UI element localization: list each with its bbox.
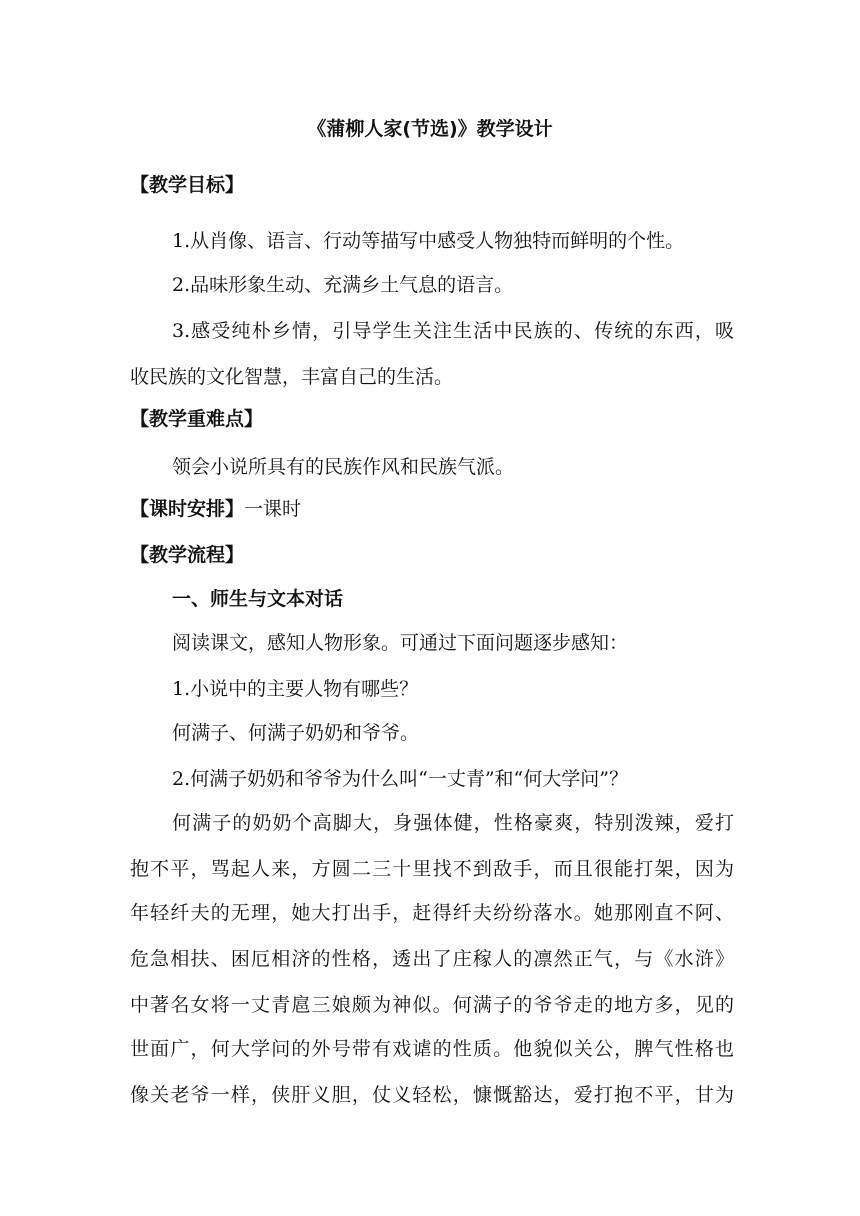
question-1: 1.小说中的主要人物有哪些？ <box>172 678 419 700</box>
schedule-heading: 【课时安排】 <box>130 498 245 520</box>
process-heading: 【教学流程】 <box>130 544 245 566</box>
answer-2-line-2: 抱不平，骂起人来，方圆二三十里找不到敌手，而且很能打架，因为 <box>130 858 734 880</box>
question-2: 2.何满子奶奶和爷爷为什么叫“一丈青”和“何大学问”？ <box>172 768 628 790</box>
answer-2-line-6: 世面广，何大学问的外号带有戏谑的性质。他貌似关公，脾气性格也 <box>130 1038 734 1060</box>
answer-2-line-1: 何满子的奶奶个高脚大，身强体健，性格豪爽，特别泼辣，爱打 <box>172 812 734 834</box>
key-points-heading: 【教学重难点】 <box>130 408 264 430</box>
answer-2-line-4: 危急相扶、困厄相济的性格，透出了庄稼人的凛然正气，与《水浒》 <box>130 948 734 970</box>
objective-item-2: 2.品味形象生动、充满乡土气息的语言。 <box>172 274 514 296</box>
objectives-heading: 【教学目标】 <box>130 174 245 196</box>
objective-item-3-line-2: 收民族的文化智慧，丰富自己的生活。 <box>130 366 454 388</box>
objective-item-1: 1.从肖像、语言、行动等描写中感受人物独特而鲜明的个性。 <box>172 230 685 252</box>
answer-2-line-5: 中著名女将一丈青扈三娘颇为神似。何满子的爷爷走的地方多，见的 <box>130 994 734 1016</box>
objective-item-3-line-1: 3.感受纯朴乡情，引导学生关注生活中民族的、传统的东西，吸 <box>172 320 734 342</box>
document-title: 《蒲柳人家(节选)》教学设计 <box>307 118 553 140</box>
key-points-text: 领会小说所具有的民族作风和民族气派。 <box>172 456 515 478</box>
process-sub-heading: 一、师生与文本对话 <box>172 588 344 610</box>
answer-2-line-7: 像关老爷一样，侠肝义胆，仗义轻松，慷慨豁达，爱打抱不平，甘为 <box>130 1084 734 1106</box>
process-intro: 阅读课文，感知人物形象。可通过下面问题逐步感知： <box>172 632 629 654</box>
answer-2-line-3: 年轻纤夫的无理，她大打出手，赶得纤夫纷纷落水。她那刚直不阿、 <box>130 902 734 924</box>
schedule-row <box>130 494 734 521</box>
answer-1: 何满子、何满子奶奶和爷爷。 <box>172 722 420 744</box>
schedule-value: 一课时 <box>244 498 302 520</box>
